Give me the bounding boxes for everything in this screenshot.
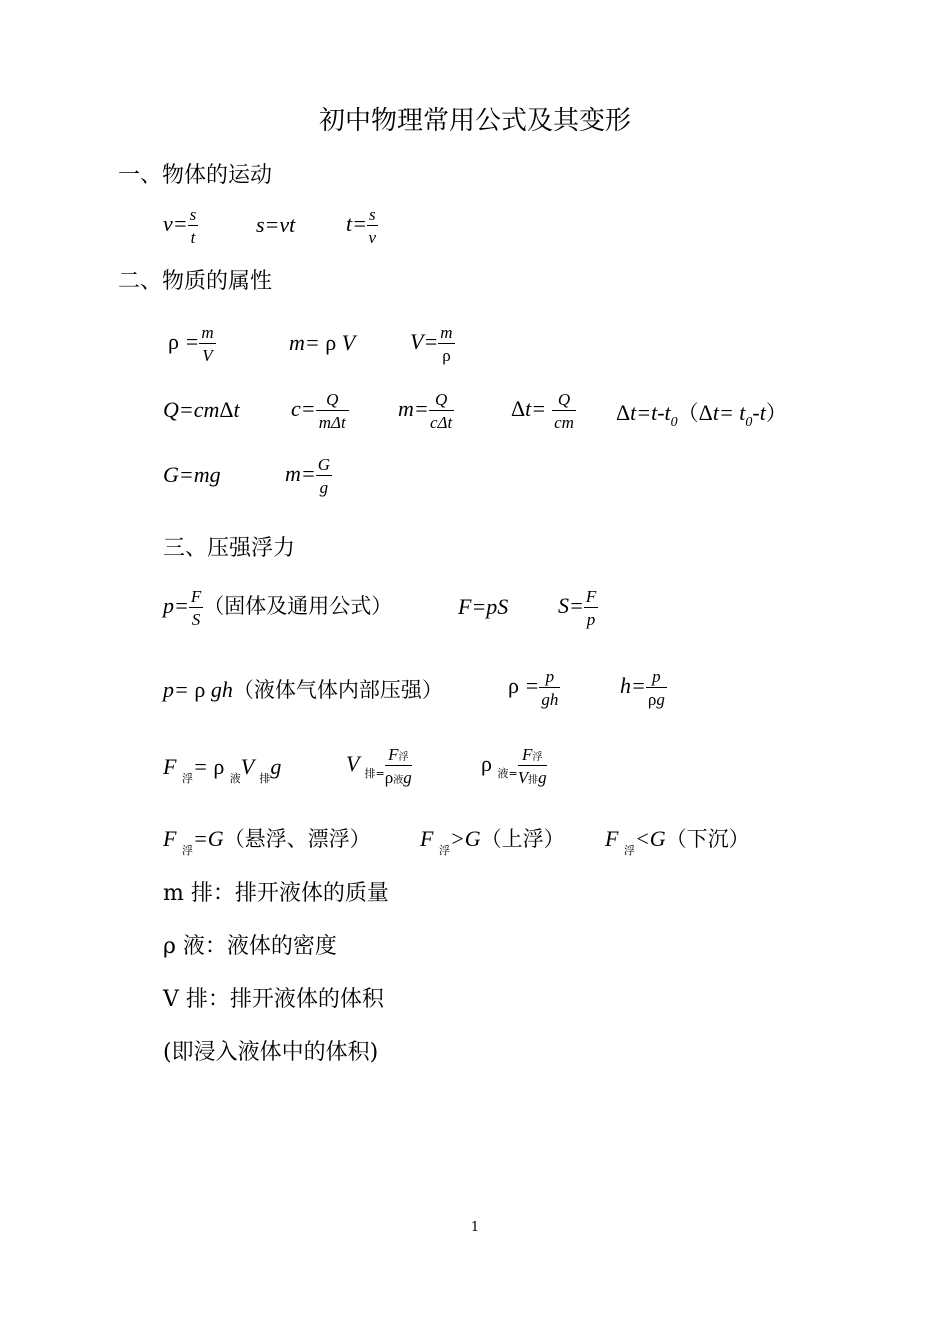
formula-depth: h= $\frac{p}{\rho g}$ [620, 667, 665, 709]
formula-suspend-float: F $_浮$=G（悬浮、漂浮） [163, 826, 371, 857]
formula-pressure: p= $\frac{F}{S}$ （固体及通用公式） [163, 587, 393, 629]
formula-mass-from-weight: m= $\frac{G}{g}$ [285, 455, 331, 497]
formula-delta-t: Δt= $\frac{Q}{cm}$ [511, 390, 575, 432]
section-heading-motion: 一、物体的运动 [118, 163, 273, 188]
note-solid-general: （固体及通用公式） [203, 594, 393, 619]
formula-buoyancy: F $_浮$= ρ $_液$V $_排$g [163, 754, 282, 785]
formula-area: S= $\frac{F}{p}$ [558, 587, 597, 629]
page-title: 初中物理常用公式及其变形 [318, 106, 631, 136]
note-liquid-gas: （液体气体内部压强） [232, 678, 443, 702]
note-rise: （上浮） [480, 827, 565, 851]
formula-delta-t-difference: $\Delta t=t-t_0(\Delta t= t_0-t)$ [616, 400, 787, 430]
formula-liquid-pressure: p= ρ gh（液体气体内部压强） [163, 677, 443, 702]
definition-immersed-volume: (即浸入液体中的体积) [163, 1040, 379, 1065]
formula-volume: V= $\frac{m}{\rho}$ [410, 323, 453, 365]
formula-rise: F $_浮$>G（上浮） [420, 826, 565, 857]
formula-force: F=pS [458, 594, 509, 619]
formula-specific-heat: c= $\frac{Q}{\text{mΔt}}$ [291, 390, 347, 432]
section-heading-properties: 二、物质的属性 [118, 269, 273, 294]
page-number: 1 [470, 1220, 480, 1235]
note-sink: （下沉） [665, 827, 750, 851]
formula-density-from-pressure: ρ = $\frac{p}{gh}$ [508, 667, 559, 709]
formula-time: t= $\frac{s}{v}$ [346, 205, 377, 247]
formula-mass-from-heat: m= $\frac{Q}{\text{cΔt}}$ [398, 390, 453, 432]
formula-mass-from-density: m= ρ V [289, 330, 356, 355]
formula-velocity: v= $\frac{s}{t}$ [163, 205, 197, 247]
section-heading-pressure-buoyancy: 三、压强浮力 [163, 536, 296, 561]
formula-liquid-density: ρ $_{液=}$ $\frac{\text{F浮}}{\text{V排g}}$ [481, 745, 547, 787]
formula-heat: Q=cmΔt [163, 397, 240, 422]
note-suspend-float: （悬浮、漂浮） [223, 827, 371, 851]
formula-weight: G=mg [163, 462, 221, 487]
definition-rho-ye: ρ 液：液体的密度 [163, 934, 337, 959]
definition-m-pai: m 排：排开液体的质量 [163, 881, 389, 906]
formula-density: ρ = $\frac{m}{V}$ [168, 323, 214, 365]
formula-distance: s=vt [256, 212, 296, 237]
formula-displaced-volume: V $_{排=}$ $\frac{\text{F浮}}{\text{ρ液g}}$ [346, 745, 412, 787]
definition-v-pai: V 排：排开液体的体积 [163, 987, 384, 1012]
formula-sink: F $_浮$<G（下沉） [605, 826, 750, 857]
